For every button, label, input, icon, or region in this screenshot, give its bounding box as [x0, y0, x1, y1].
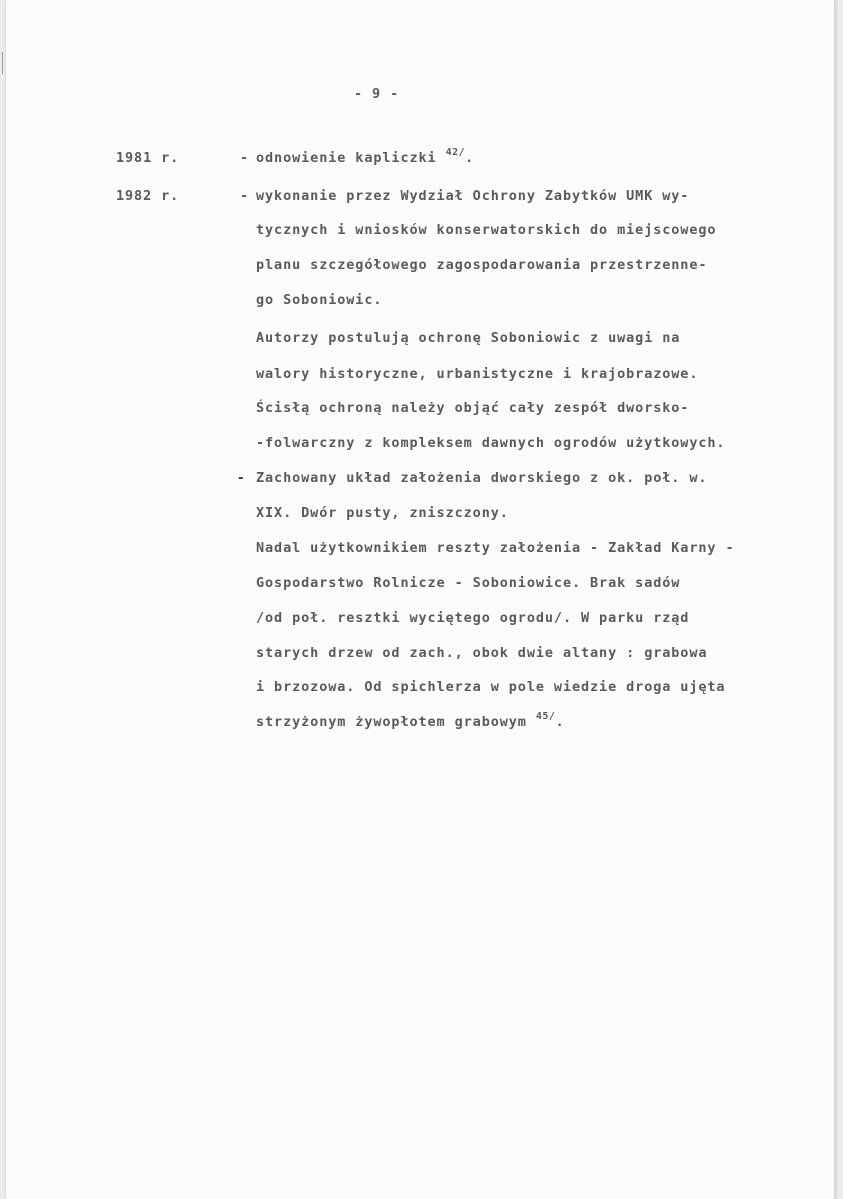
entry-line: Ścisłą ochroną należy objąć cały zespół dworsko- — [256, 400, 690, 416]
note-line: Zachowany układ założenia dworskiego z ok. poł. w. — [256, 470, 708, 486]
entry-year-1981: 1981 r. — [116, 150, 180, 166]
entry-year-1982: 1982 r. — [116, 188, 180, 204]
entry-line: go Soboniowic. — [256, 292, 383, 308]
note-line: XIX. Dwór pusty, zniszczony. — [256, 505, 509, 521]
note-last-line — [256, 711, 565, 730]
note-line: Gospodarstwo Rolnicze - Soboniowice. Brak sadów — [256, 575, 681, 591]
note-line: starych drzew od zach., obok dwie altany : grabowa — [256, 645, 708, 661]
entry-text: odnowienie kapliczki — [256, 150, 437, 166]
note-line: i brzozowa. Od spichlerza w pole wiedzie droga ujęta — [256, 679, 726, 695]
page-edge — [834, 0, 836, 1199]
entry-line: planu szczegółowego zagospodarowania przestrzenne- — [256, 257, 708, 273]
entry-line: wykonanie przez Wydział Ochrony Zabytków UMK wy- — [256, 188, 690, 204]
note-line: Nadal użytkownikiem reszty założenia - Zakład Karny - — [256, 540, 735, 556]
entry-dash-1981: - — [240, 150, 250, 166]
footnote-ref: 42/ — [445, 147, 466, 158]
entry-text-1981 — [256, 147, 475, 166]
handwritten-dash: - — [238, 470, 245, 486]
entry-dash-1982: - — [240, 188, 250, 204]
entry-line: -folwarczny z kompleksem dawnych ogrodów użytkowych. — [256, 435, 726, 451]
entry-end: . — [465, 150, 475, 166]
page-number: - 9 - — [354, 86, 400, 102]
note-text: strzyżonym żywopłotem grabowym — [256, 714, 527, 730]
footnote-ref: 45/ — [535, 711, 556, 722]
entry-line: tycznych i wniosków konserwatorskich do miejscowego — [256, 222, 717, 238]
entry-line: walory historyczne, urbanistyczne i krajobrazowe. — [256, 366, 699, 382]
entry-line: Autorzy postulują ochronę Soboniowic z uwagi na — [256, 330, 681, 346]
document-page — [6, 0, 836, 1199]
margin-mark — [2, 52, 3, 74]
note-line: /od poł. resztki wyciętego ogrodu/. W parku rząd — [256, 610, 690, 626]
note-end: . — [555, 714, 565, 730]
